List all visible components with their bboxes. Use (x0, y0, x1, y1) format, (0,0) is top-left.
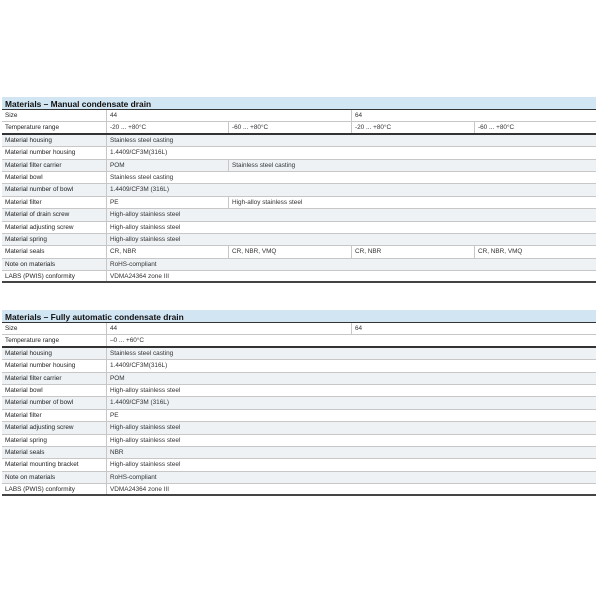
temp-label: Temperature range (5, 124, 59, 132)
row-label: Note on materials (5, 260, 56, 268)
auto-size-row (2, 323, 596, 335)
row-value: NBR (106, 447, 596, 458)
temp-64-a: -20 ... +80°C (351, 122, 474, 132)
table-row (2, 222, 596, 234)
table-row (2, 397, 596, 409)
row-value: 1.4409/CF3M(316L) (106, 147, 596, 158)
row-label: Material adjusting screw (5, 223, 74, 231)
auto-drain-table (2, 310, 596, 496)
auto-drain-title: Materials – Fully automatic condensate drain (2, 310, 596, 323)
row-label: Material of drain screw (5, 211, 70, 219)
table-row (2, 271, 596, 283)
row-value: Stainless steel casting (106, 172, 596, 183)
row-value: POM (106, 373, 596, 384)
row-label: Note on materials (5, 473, 56, 481)
row-label: Material spring (5, 436, 47, 444)
row-label: LABS (PWIS) conformity (5, 273, 75, 281)
table-row (2, 360, 596, 372)
table-row (2, 422, 596, 434)
temp-label: Temperature range (5, 337, 59, 345)
manual-drain-table (2, 97, 596, 283)
row-label: Material filter (5, 411, 42, 419)
row-value: 1.4409/CF3M (316L) (106, 397, 596, 408)
row-label: Material mounting bracket (5, 461, 79, 469)
size-64: 64 (351, 323, 596, 334)
auto-temp-row (2, 335, 596, 347)
table-row (2, 348, 596, 360)
table-row (2, 447, 596, 459)
row-label: Material number of bowl (5, 399, 74, 407)
table-row (2, 373, 596, 385)
row-label: Material filter carrier (5, 374, 62, 382)
row-value: 1.4409/CF3M(316L) (106, 360, 596, 371)
row-label: Material housing (5, 136, 52, 144)
row-value: RoHS-compliant (106, 259, 596, 270)
row-value: Stainless steel casting (228, 160, 596, 171)
table-row (2, 135, 596, 147)
row-value: Stainless steel casting (106, 348, 596, 359)
row-label: Material bowl (5, 386, 43, 394)
size-44: 44 (106, 323, 351, 334)
row-label: Material housing (5, 349, 52, 357)
table-row (2, 234, 596, 246)
temp-value: –0 ... +60°C (106, 335, 596, 345)
row-value: POM (106, 160, 228, 171)
table-row (2, 172, 596, 184)
row-label: Material spring (5, 235, 47, 243)
manual-temp-row (2, 122, 596, 134)
row-value: PE (106, 197, 228, 208)
row-label: Material seals (5, 448, 45, 456)
row-value: CR, NBR, VMQ (228, 246, 351, 257)
table-row (2, 184, 596, 196)
row-value: High-alloy stainless steel (106, 435, 596, 446)
size-label: Size (5, 112, 18, 119)
row-value: RoHS-compliant (106, 472, 596, 483)
size-64: 64 (351, 110, 596, 121)
manual-size-row (2, 110, 596, 122)
row-label: Material number housing (5, 362, 76, 370)
row-value: VDMA24364 zone III (106, 484, 596, 494)
table-row (2, 147, 596, 159)
table-row (2, 472, 596, 484)
row-label: Material filter carrier (5, 161, 62, 169)
row-value: High-alloy stainless steel (106, 385, 596, 396)
row-value: VDMA24364 zone III (106, 271, 596, 281)
table-row (2, 385, 596, 397)
row-value: CR, NBR, VMQ (474, 246, 596, 257)
row-label: Material bowl (5, 173, 43, 181)
table-row (2, 246, 596, 258)
temp-44-b: -60 ... +80°C (228, 122, 351, 132)
row-label: Material number of bowl (5, 186, 74, 194)
size-44: 44 (106, 110, 351, 121)
manual-drain-title: Materials – Manual condensate drain (2, 97, 596, 110)
temp-64-b: -60 ... +80°C (474, 122, 596, 132)
row-value: High-alloy stainless steel (106, 234, 596, 245)
row-value: High-alloy stainless steel (228, 197, 596, 208)
table-row (2, 435, 596, 447)
row-label: Material filter (5, 198, 42, 206)
temp-44-a: -20 ... +80°C (106, 122, 228, 132)
row-value: 1.4409/CF3M (316L) (106, 184, 596, 195)
table-row (2, 160, 596, 172)
row-label: Material number housing (5, 149, 76, 157)
row-value: High-alloy stainless steel (106, 459, 596, 470)
table-row (2, 459, 596, 471)
table-row (2, 484, 596, 496)
row-label: Material seals (5, 248, 45, 256)
row-label: LABS (PWIS) conformity (5, 486, 75, 494)
table-row (2, 197, 596, 209)
row-value: High-alloy stainless steel (106, 422, 596, 433)
row-label: Material adjusting screw (5, 424, 74, 432)
row-value: Stainless steel casting (106, 135, 596, 146)
row-value: PE (106, 410, 596, 421)
row-value: CR, NBR (351, 246, 474, 257)
row-value: High-alloy stainless steel (106, 209, 596, 220)
row-value: CR, NBR (106, 246, 228, 257)
table-row (2, 410, 596, 422)
table-row (2, 209, 596, 221)
row-value: High-alloy stainless steel (106, 222, 596, 233)
table-row (2, 259, 596, 271)
size-label: Size (5, 325, 18, 332)
